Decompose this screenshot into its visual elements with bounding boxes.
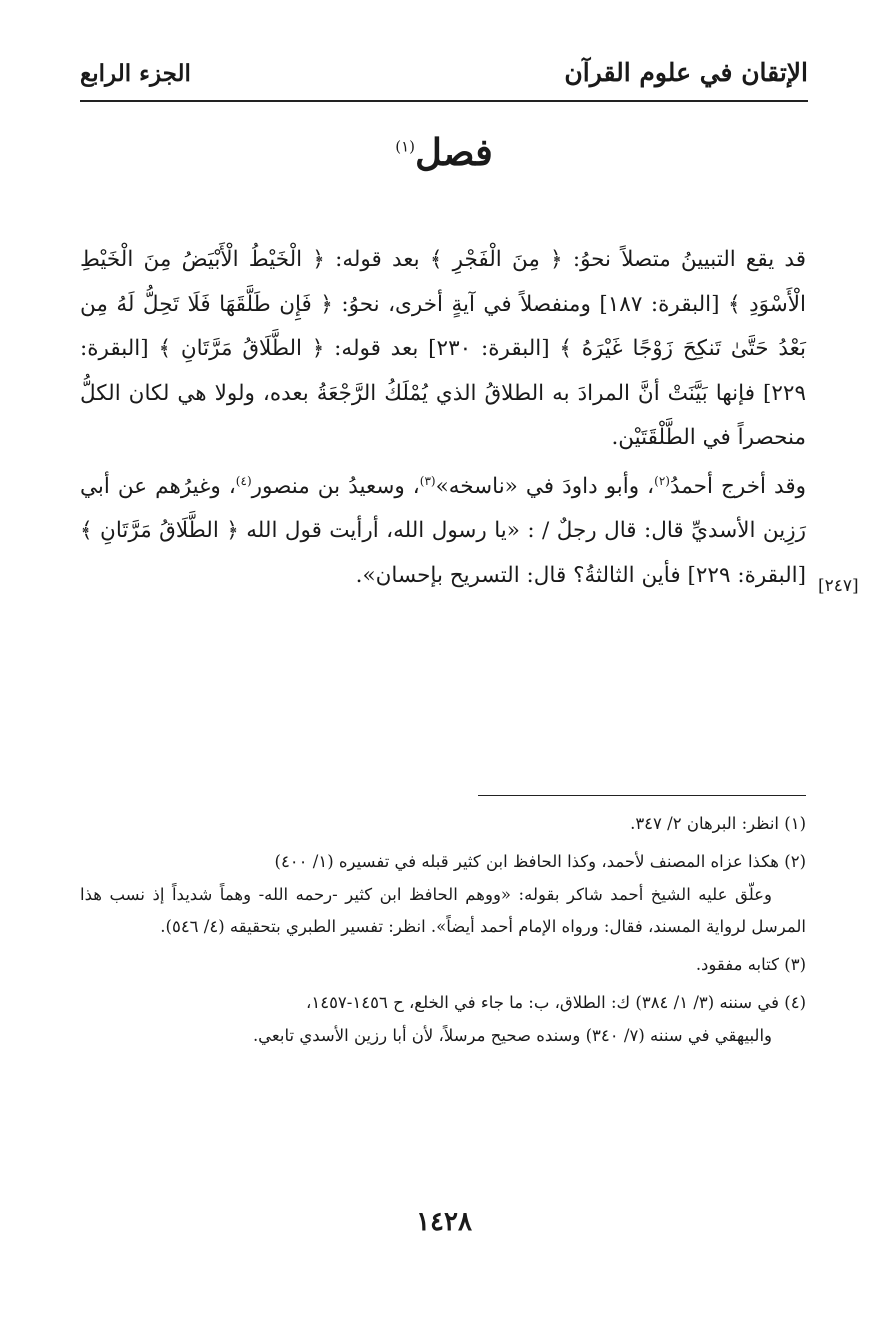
- footnote-4-continuation: والبيهقي في سننه (٧/ ٣٤٠) وسنده صحيح مرسلاً، لأن أبا رزين الأسدي تابعي.: [252, 1025, 772, 1045]
- section-title-text: فصل: [414, 130, 493, 174]
- footnote-4: [80, 987, 806, 1052]
- book-title: الإتقان في علوم القرآن: [564, 58, 808, 87]
- paragraph-2: [80, 465, 806, 599]
- part-label: الجزء الرابع: [80, 60, 191, 87]
- footnote-4-line-1: (٤) في سننه (٣/ ١/ ٣٨٤) ك: الطلاق، ب: ما جاء في الخلع، ح ١٤٥٦-١٤٥٧،: [306, 993, 806, 1013]
- main-text: [80, 238, 806, 598]
- header-rule: [80, 100, 808, 102]
- paragraph-2-part-3: ، وسعيدُ بن منصور: [251, 473, 420, 499]
- paragraph-2-part-4: ، وغيرُهم عن أبي رَزِين الأسديِّ قال: قال رجلٌ / : «يا رسول الله، أرأيت قول الله ﴿ الطَّلَاقُ مَرَّتَانِ ﴾ [البقرة: ٢٢٩] فأين الثالثةُ؟ قال: التسريح بإحسان».: [80, 473, 806, 588]
- footnote-3: (٣) كتابه مفقود.: [695, 955, 806, 975]
- footnote-2-line-1: (٢) هكذا عزاه المصنف لأحمد، وكذا الحافظ ابن كثير قبله في تفسيره (١/ ٤٠٠): [274, 852, 806, 872]
- footnote-2: [80, 846, 806, 943]
- footnotes: [80, 808, 806, 1058]
- footnote-1: (١) انظر: البرهان ٢/ ٣٤٧.: [630, 814, 806, 833]
- footnote-ref-2: (٢): [654, 473, 670, 488]
- paragraph-2-part-2: ، وأبو داودَ في «ناسخه»: [435, 473, 655, 499]
- page-number: ١٤٢٨: [416, 1207, 472, 1237]
- running-header: [80, 52, 808, 102]
- paragraph-2-part-1: وقد أخرج أحمدُ: [669, 473, 806, 499]
- footnote-2-continuation: وعلّق عليه الشيخ أحمد شاكر بقوله: «ووهم الحافظ ابن كثير -رحمه الله- وهماً شديداً إذ نسب هذا المرسل لرواية المسند، فقال: ورواه الإمام أحمد أيضاً». انظر: تفسير الطبري بتحقيقه (٤/ ٥٤٦).: [80, 884, 806, 936]
- margin-reference: [٢٤٧]: [818, 576, 859, 596]
- section-title: [0, 130, 888, 174]
- footnote-ref-4: (٤): [235, 473, 252, 488]
- footnote-ref-3: (٣): [419, 473, 436, 488]
- footnote-rule: [478, 795, 806, 796]
- section-footnote-marker: (١): [395, 137, 415, 156]
- paragraph-1: قد يقع التبيينُ متصلاً نحوُ: ﴿ مِنَ الْفَجْرِ ﴾ بعد قوله: ﴿ الْخَيْطُ الْأَبْيَضُ مِنَ الْخَيْطِ الْأَسْوَدِ ﴾ [البقرة: ١٨٧] ومنفصلاً في آيةٍ أخرى، نحوُ: ﴿ فَإِن طَلَّقَهَا فَلَا تَحِلُّ لَهُ مِن بَعْدُ حَتَّىٰ تَنكِحَ زَوْجًا غَيْرَهُ ﴾ [البقرة: ٢٣٠] بعد قوله: ﴿ الطَّلَاقُ مَرَّتَانِ ﴾ [البقرة: ٢٢٩] فإنها بَيَّنَتْ أنَّ المرادَ به الطلاقُ الذي يُمْلَكُ الرَّجْعَةُ بعده، ولولا هي لكان الكلُّ منحصراً في الطَّلْقَتَيْن.: [80, 247, 806, 450]
